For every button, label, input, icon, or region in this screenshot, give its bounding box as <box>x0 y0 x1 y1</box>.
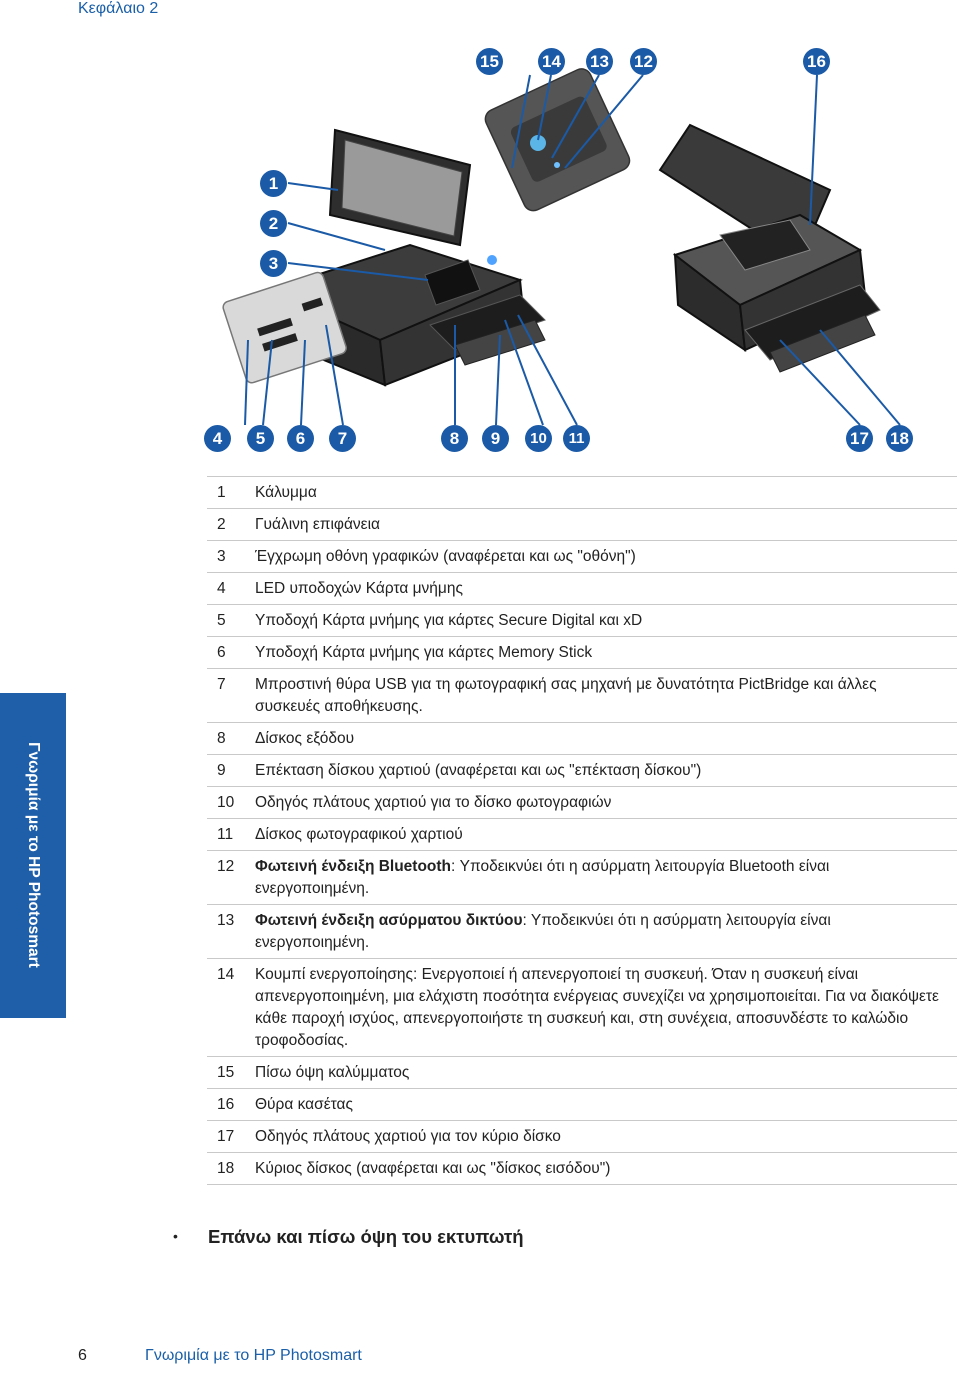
part-description: Μπροστινή θύρα USB για τη φωτογραφική σας μηχανή με δυνατότητα PictBridge και άλλες συσκευές αποθήκευσης. <box>255 669 957 723</box>
callout-15: 15 <box>476 48 503 75</box>
part-description: Γυάλινη επιφάνεια <box>255 509 957 541</box>
part-number: 1 <box>207 477 255 509</box>
part-description: Κουμπί ενεργοποίησης: Ενεργοποιεί ή απενεργοποιεί τη συσκευή. Όταν η συσκευή είναι απενεργοποιημένη, μια ελάχιστη ποσότητα ενέργειας συνεχίζει να χρησιμοποιείται. Για να διακόψετε κάθε παροχή ισχύος, απενεργοποιήστε τη συσκευή και, στη συνέχεια, αποσυνδέστε το καλώδιο τροφοδοσίας. <box>255 959 957 1057</box>
part-number: 12 <box>207 851 255 905</box>
table-row <box>207 755 957 787</box>
part-number: 5 <box>207 605 255 637</box>
callout-6: 6 <box>287 425 314 452</box>
part-description: Θύρα κασέτας <box>255 1089 957 1121</box>
part-description <box>255 905 957 959</box>
part-description: Υποδοχή Κάρτα μνήμης για κάρτες Memory Stick <box>255 637 957 669</box>
parts-table <box>207 476 957 1185</box>
callout-18: 18 <box>886 425 913 452</box>
table-row <box>207 819 957 851</box>
callout-5: 5 <box>247 425 274 452</box>
side-tab-label: Γνωριμία με το HP Photosmart <box>25 742 42 968</box>
page-number: 6 <box>78 1347 87 1364</box>
part-number: 2 <box>207 509 255 541</box>
table-row <box>207 905 957 959</box>
table-row <box>207 509 957 541</box>
table-row <box>207 959 957 1057</box>
part-number: 9 <box>207 755 255 787</box>
part-number: 8 <box>207 723 255 755</box>
table-row <box>207 573 957 605</box>
callout-8: 8 <box>441 425 468 452</box>
part-number: 11 <box>207 819 255 851</box>
table-row <box>207 1121 957 1153</box>
table-row <box>207 787 957 819</box>
callout-4: 4 <box>204 425 231 452</box>
part-label-bold: Φωτεινή ένδειξη Bluetooth <box>255 858 452 875</box>
callout-12: 12 <box>630 48 657 75</box>
callout-17: 17 <box>846 425 873 452</box>
table-row <box>207 637 957 669</box>
chapter-header: Κεφάλαιο 2 <box>78 0 159 17</box>
callout-14: 14 <box>538 48 565 75</box>
rear-printer-drawing <box>660 125 880 372</box>
part-number: 6 <box>207 637 255 669</box>
part-label-text: : Υποδεικνύει ότι η ασύρματη λειτουργία Bluetooth είναι ενεργοποιημένη. <box>255 858 830 897</box>
part-number: 14 <box>207 959 255 1057</box>
part-number: 7 <box>207 669 255 723</box>
part-description: Δίσκος εξόδου <box>255 723 957 755</box>
part-description: LED υποδοχών Κάρτα μνήμης <box>255 573 957 605</box>
footer-title: Γνωριμία με το HP Photosmart <box>145 1347 362 1364</box>
table-row <box>207 851 957 905</box>
table-row <box>207 477 957 509</box>
callout-10: 10 <box>525 425 552 452</box>
table-row <box>207 723 957 755</box>
printer-illustration <box>200 40 930 460</box>
part-number: 3 <box>207 541 255 573</box>
bullet-marker: • <box>173 1228 178 1244</box>
part-number: 13 <box>207 905 255 959</box>
part-description: Κύριος δίσκος (αναφέρεται και ως "δίσκος εισόδου") <box>255 1153 957 1185</box>
table-row <box>207 669 957 723</box>
part-description: Επέκταση δίσκου χαρτιού (αναφέρεται και ως "επέκταση δίσκου") <box>255 755 957 787</box>
callout-2: 2 <box>260 210 287 237</box>
callout-9: 9 <box>482 425 509 452</box>
part-number: 18 <box>207 1153 255 1185</box>
part-description: Δίσκος φωτογραφικού χαρτιού <box>255 819 957 851</box>
part-number: 17 <box>207 1121 255 1153</box>
part-label-bold: Φωτεινή ένδειξη ασύρματου δικτύου <box>255 912 523 929</box>
callout-7: 7 <box>329 425 356 452</box>
part-description: Έγχρωμη οθόνη γραφικών (αναφέρεται και ως "οθόνη") <box>255 541 957 573</box>
part-description: Υποδοχή Κάρτα μνήμης για κάρτες Secure Digital και xD <box>255 605 957 637</box>
section-heading: Επάνω και πίσω όψη του εκτυπωτή <box>208 1226 524 1247</box>
part-label-text: : Υποδεικνύει ότι η ασύρματη λειτουργία είναι ενεργοποιημένη. <box>255 912 831 951</box>
part-description: Οδηγός πλάτους χαρτιού για το δίσκο φωτογραφιών <box>255 787 957 819</box>
part-description <box>255 851 957 905</box>
callout-11: 11 <box>563 425 590 452</box>
callout-3: 3 <box>260 250 287 277</box>
table-row <box>207 1057 957 1089</box>
table-row <box>207 1089 957 1121</box>
table-row <box>207 1153 957 1185</box>
callout-16: 16 <box>803 48 830 75</box>
side-tab <box>0 693 66 1018</box>
part-description: Οδηγός πλάτους χαρτιού για τον κύριο δίσκο <box>255 1121 957 1153</box>
table-row <box>207 541 957 573</box>
table-row <box>207 605 957 637</box>
part-description: Κάλυμμα <box>255 477 957 509</box>
part-number: 16 <box>207 1089 255 1121</box>
part-description: Πίσω όψη καλύμματος <box>255 1057 957 1089</box>
part-number: 15 <box>207 1057 255 1089</box>
printer-figure <box>200 40 930 460</box>
callout-13: 13 <box>586 48 613 75</box>
part-number: 4 <box>207 573 255 605</box>
part-number: 10 <box>207 787 255 819</box>
callout-1: 1 <box>260 170 287 197</box>
